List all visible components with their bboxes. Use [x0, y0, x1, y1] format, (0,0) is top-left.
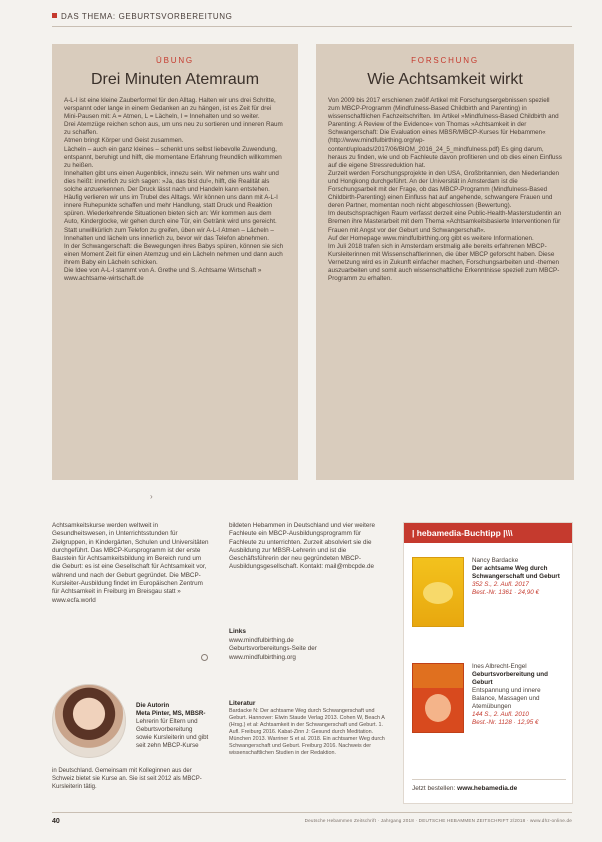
book-tip-box: [403, 522, 573, 804]
body-column-1: Achtsamkeitskurse werden weltweit in Gesundheitswesen, in Unterrichtsstunden für Zielgruppen, in Kindergärten, Schulen und Universitäten durchgeführt. Das MBCP-Kursprogramm ist der erste Baustein für Achtsamkeitsbildung im Bereich rund um die Geburt: es ist eine Gesellschaft für Achtsamkeit vor, während und nach der Geburt gegründet. Die MBCP-Kursleiter-Ausbildung findet im Europäischen Zentrum für Achtsamkeit in Freiburg im Breisgau statt » www.ecfa.world: [52, 522, 209, 604]
exercise-box: [52, 44, 298, 480]
book-item[interactable]: [412, 663, 566, 773]
link-item[interactable]: www.mindfulbirthing.org: [229, 653, 296, 661]
exercise-paragraph: Atmen bringt Körper und Geist zusammen.: [64, 137, 184, 145]
exercise-paragraph: In der Schwangerschaft: die Bewegungen ihres Babys spüren, können sie sich einen Moment Zeit für einen Atemzug und ein Lächeln nehmen und dann auch ihrem Baby ein Lächeln schicken.: [64, 242, 284, 266]
author-line: sowie Kursleiterin und gibt seit zehn MBCP-Kurse: [136, 734, 209, 749]
exercise-text: [64, 97, 286, 473]
research-box: [316, 44, 574, 480]
order-label: Jetzt bestellen:: [412, 785, 456, 792]
book-meta: 144 S., 2. Aufl. 2010: [472, 711, 529, 718]
footer-credit: Deutsche Hebammen Zeitschrift · Jahrgang 2018 · DEUTSCHE HEBAMMEN ZEITSCHRIFT 2/2018 · www.dhz-online.de: [304, 818, 572, 823]
exercise-kicker: ÜBUNG: [156, 56, 194, 65]
author-bio-continued: in Deutschland. Gemeinsam mit Kolleginnen aus der Schweiz bietet sie Kurse an. Sie ist seit 2012 als MBCP-Kursleiterin tätig.: [52, 768, 202, 790]
author-line: Lehrerin für Eltern und Geburtsvorbereitung: [136, 718, 198, 733]
author-name: Meta Pinter, MS, MBSR-: [136, 710, 206, 717]
book-tip-heading: | hebamedia-Buchtipp |\\\: [404, 523, 572, 543]
footer-divider: [52, 812, 572, 813]
research-paragraph: Im Juli 2018 trafen sich in Amsterdam erstmalig alle bereits erfahrenen MBCP-Kursleiterinnen mit Wissenschaftlerinnen, die über MBCP geforscht haben. Diese Vernetzung wird es in Zukunft einfacher machen, Forschungsarbeiten und -themen auszuarbeiten und somit auch wissenschaftliche Erkenntnisse speziell zum MBCP-Programm zu erhalten.: [328, 242, 560, 283]
exercise-paragraph: Innehalten gibt uns einen Augenblick, innezu sein. Wir nehmen uns wahr und dies heißt: innerlich zu sich sagen: »Ja, das bist du!«, hilft, die Realität als solche anzuerkennen. Der Druck lässt nach und Handeln kann entstehen.: [64, 169, 279, 194]
author-heading: Die Autorin: [136, 702, 170, 709]
book-author: Ines Albrecht-Engel: [472, 663, 527, 670]
exercise-paragraph: Lächeln – auch ein ganz kleines – schenkt uns selbst liebevolle Zuwendung, entspannt, beruhigt und hilft, die momentane Erfahrung freundlich willkommen zu heißen.: [64, 145, 282, 169]
research-paragraph: Zurzeit werden Forschungsprojekte in den USA, Großbritannien, den Niederlanden und Hongkong durchgeführt. An der Universität in Amsterdam ist die Forschungsarbeit mit der Frage, ob das MBCP-Programm (Mindfulness-Based Childbirth-Parenting) einen Einfluss hat auf angehende, schwangere Frauen und deren Partner, momentan noch nicht abgeschlossen (Bewertung).: [328, 169, 560, 210]
exercise-paragraph: Häufig verlieren wir uns im Trubel des Alltags. Wir können uns dann mit A-L-I innere Ruhepunkte schaffen und mehr Handlung, statt Druck und Reaktion spüren. Wiederkehrende Situationen bieten sich an: Wir kommen aus dem Auto, Kinderglocke, wir gehen durch eine Tür, ein Getränk wird uns gereicht. Statt unwillkürlich zum Telefon zu greifen, üben wir A-L-I Atmen – Lächeln – Innehalten und lächeln uns innerlich zu, bevor wir das Telefon abnehmen.: [64, 194, 278, 242]
exercise-paragraph: Drei Atemzüge reichen schon aus, um uns neu zu sortieren und inneren Raum zu schaffen.: [64, 121, 283, 137]
research-paragraph: Auf der Homepage www.mindfulbirthing.org gibt es weitere Informationen.: [328, 234, 534, 242]
research-title: Wie Achtsamkeit wirkt: [367, 71, 523, 88]
book-meta: 352 S., 2. Aufl. 2017: [472, 581, 529, 588]
section-header: [52, 12, 233, 21]
book-cover-image: [412, 663, 464, 733]
author-photo: [52, 684, 126, 758]
author-info: [136, 702, 210, 750]
literature-section: [229, 700, 389, 780]
literature-heading: Literatur: [229, 700, 256, 707]
research-kicker: FORSCHUNG: [411, 56, 479, 65]
book-title: Der achtsame Weg durch Schwangerschaft und Geburt: [472, 565, 560, 580]
end-mark-icon: [201, 654, 208, 661]
order-link[interactable]: www.hebamedia.de: [457, 785, 518, 792]
body-column-2: bildeten Hebammen in Deutschland und vier weitere Fachleute ein MBCP-Ausbildungsprogramm für Fachleute zu unterrichten. Zurzeit absolviert sie die Ausbildung zur MBSR-Lehrerin und ist die Geschäftsführerin der neu gegründeten MBCP-Ausbildungsgesellschaft. Kontakt: mail@mbcpde.de: [229, 522, 375, 571]
page-number: 40: [52, 818, 60, 825]
links-heading: Links: [229, 628, 246, 635]
book-tip-divider: [412, 779, 566, 780]
book-order-number: Best.-Nr. 1361 · 24,90 €: [472, 589, 539, 596]
research-text: [328, 97, 562, 473]
literature-text: Bardacke N: Der achtsame Weg durch Schwangerschaft und Geburt. Hannover: Elwin Staude Verlag 2013. Cohen W, Beach A (Hrsg.) et al: Achtsamkeit in der Schwangerschaft und Geburt. 1. Aufl. Freiburg 2016. Kabat-Zinn J: Gesund durch Meditation. München 2013. Warriner S et al. 2018. Ein achtsamer Weg durch Schwangerschaft und Geburt. Freiburg 2016. Nachweis der wissenschaftlichen Studien in der Redaktion.: [229, 708, 385, 756]
section-title: DAS THEMA: GEBURTSVORBEREITUNG: [61, 12, 233, 21]
link-item: Geburtsvorbereitungs-Seite der: [229, 645, 317, 653]
book-subtitle: Entspannung und innere Balance, Massagen und Atemübungen: [472, 687, 541, 710]
research-paragraph: Von 2009 bis 2017 erschienen zwölf Artikel mit Forschungsergebnissen speziell zum MBCP-Programm (Mindfulness-Based Childbirth and Parenting) in wissenschaftlichen Fachzeitschriften. Im Artikel »Mindfulness-Based Childbirth and Parenting: A Review of the Evidence« von Thomas »Achtsamkeit in der Schwangerschaft: Die Evaluation eines MBSR/MBCP-Kurses für Hebammen« (http://www.mindfulbirthing.org/wp-content/uploads/2017/06/BIOM_2016_24_5_mindfulness.pdf) Es ging darum, heraus zu finden, wie und ob Fachleute davon profitieren und ob dies einen Einfluss auf die eigene Stressreduktion hat.: [328, 97, 562, 169]
book-author: Nancy Bardacke: [472, 557, 519, 564]
header-divider: [52, 26, 572, 27]
exercise-paragraph: A-L-I ist eine kleine Zauberformel für den Alltag. Halten wir uns drei Schritte, verspannt oder lange in einem Gedanken an zu hängen, ist es Zeit für drei Mini-Pausen mit: A = Atmen, L = Lächeln, I = Innehalten und so weiter.: [64, 97, 276, 121]
book-cover-image: [412, 557, 464, 627]
exercise-title: Drei Minuten Atemraum: [90, 71, 260, 88]
continue-arrow-icon: ›: [150, 492, 153, 501]
book-item[interactable]: [412, 557, 566, 657]
square-bullet-icon: [52, 13, 57, 18]
book-info: [472, 557, 566, 597]
research-paragraph: Im deutschsprachigen Raum verfasst derzeit eine Public-Health-Masterstudentin an Bremen ihre Masterarbeit mit dem Thema »Achtsamkeitsbasierte Interventionen für Frauen mit Angst vor der Geburt und Schwangerschaft«.: [328, 210, 562, 234]
exercise-paragraph: Die Idee von A-L-I stammt von A. Grethe und S. Achtsame Wirtschaft » www.achtsame-wirtschaft.de: [64, 266, 262, 283]
link-item[interactable]: www.mindfulbirthing.de: [229, 637, 294, 645]
book-tip-footer: [412, 785, 517, 792]
book-info: [472, 663, 566, 727]
book-title: Geburtsvorbereitung und Geburt: [472, 671, 548, 686]
links-section: [229, 628, 389, 662]
book-order-number: Best.-Nr. 1128 · 12,95 €: [472, 719, 539, 726]
